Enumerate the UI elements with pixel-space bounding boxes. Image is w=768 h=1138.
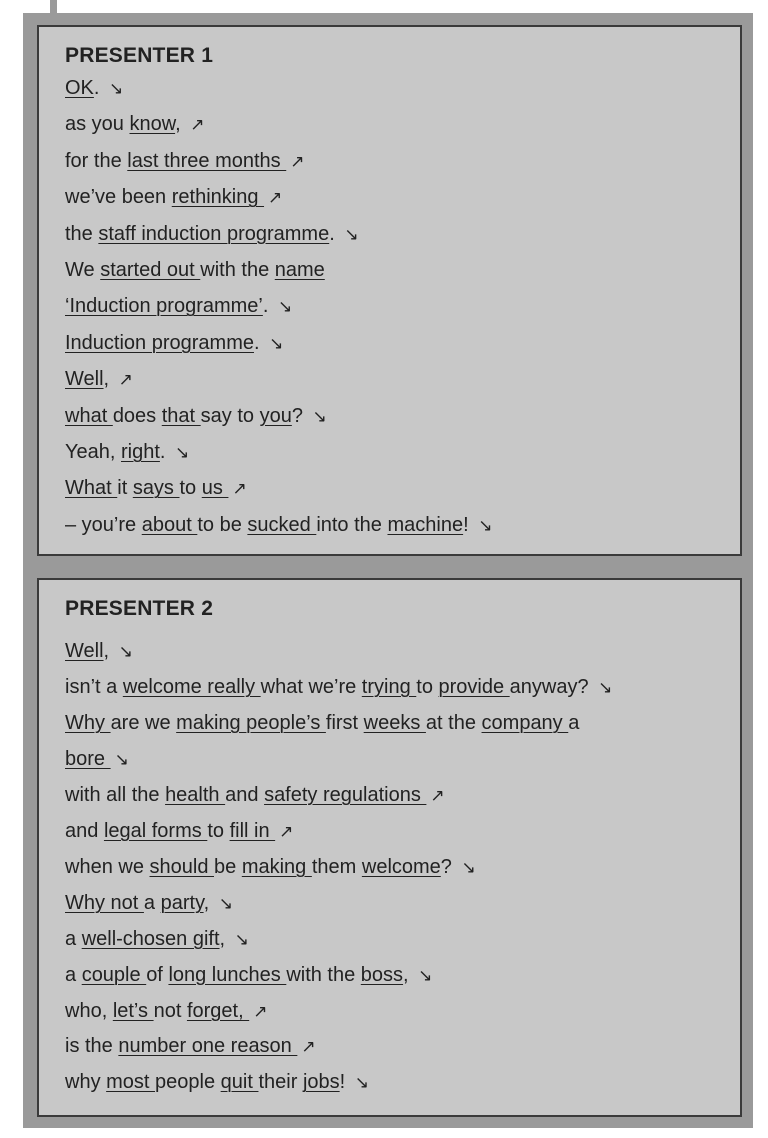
script-line xyxy=(65,998,267,1025)
stressed-word: What xyxy=(65,477,118,500)
stressed-word: sucked xyxy=(247,513,317,536)
stressed-word: Well xyxy=(65,368,104,391)
falling-intonation-arrow-icon: ↘ xyxy=(344,224,359,244)
unstressed-text: not xyxy=(153,999,187,1022)
stressed-word: about xyxy=(141,513,198,536)
unstressed-text: into the xyxy=(316,513,388,536)
unstressed-text: why xyxy=(65,1071,107,1094)
stressed-word: most xyxy=(106,1071,156,1094)
unstressed-text: isn’t a xyxy=(65,675,123,698)
falling-intonation-arrow-icon: ↘ xyxy=(354,1073,370,1093)
falling-intonation-arrow-icon: ↘ xyxy=(218,893,233,913)
rising-intonation-arrow-icon: ↗ xyxy=(268,188,283,208)
script-line xyxy=(65,962,432,989)
unstressed-text: say to xyxy=(200,404,260,427)
stressed-word: safety regulations xyxy=(264,783,427,806)
unstressed-text: to be xyxy=(197,513,248,536)
stressed-word: jobs xyxy=(302,1071,340,1094)
unstressed-text: , xyxy=(103,640,115,662)
unstressed-text: to xyxy=(179,477,202,500)
rising-intonation-arrow-icon: ↗ xyxy=(301,1037,316,1057)
stressed-word: making xyxy=(241,855,312,878)
stressed-word: last three months xyxy=(127,149,287,172)
script-line xyxy=(65,148,304,175)
unstressed-text: anyway? xyxy=(509,675,595,698)
falling-intonation-arrow-icon: ↘ xyxy=(461,857,476,877)
unstressed-text: what we’re xyxy=(260,675,362,698)
unstressed-text: , xyxy=(175,113,187,136)
stressed-word: provide xyxy=(438,675,510,698)
stressed-word: should xyxy=(149,855,214,878)
rising-intonation-arrow-icon: ↗ xyxy=(253,1001,268,1021)
script-line xyxy=(65,257,325,283)
script-line xyxy=(65,512,492,539)
script-line xyxy=(65,674,612,701)
unstressed-text: it xyxy=(117,477,133,500)
falling-intonation-arrow-icon: ↘ xyxy=(418,965,433,985)
stressed-word: rethinking xyxy=(171,186,265,209)
stressed-word: you xyxy=(259,404,292,427)
falling-intonation-arrow-icon: ↘ xyxy=(234,929,249,949)
unstressed-text: as you xyxy=(65,113,130,136)
rising-intonation-arrow-icon: ↗ xyxy=(190,115,205,135)
stressed-word: Well xyxy=(65,640,104,662)
presenter-2-title: PRESENTER 2 xyxy=(65,597,214,620)
falling-intonation-arrow-icon: ↘ xyxy=(312,406,327,426)
presenter-2-panel xyxy=(37,578,742,1117)
presenter-1-title: PRESENTER 1 xyxy=(65,44,214,67)
unstressed-text: and xyxy=(225,783,265,806)
unstressed-text: ? xyxy=(291,404,309,427)
script-line xyxy=(65,111,204,138)
unstressed-text: . xyxy=(159,441,172,463)
rising-intonation-arrow-icon: ↗ xyxy=(232,479,247,499)
unstressed-text: , xyxy=(219,927,231,950)
unstressed-text: when we xyxy=(65,855,150,878)
stressed-word: number one reason xyxy=(118,1035,298,1058)
unstressed-text: ! xyxy=(463,513,475,536)
stressed-word: forget, xyxy=(186,999,250,1022)
falling-intonation-arrow-icon: ↘ xyxy=(478,515,493,535)
unstressed-text: a xyxy=(65,927,82,950)
top-tab-mark xyxy=(50,0,57,13)
script-line xyxy=(65,366,133,393)
script-line xyxy=(65,890,233,917)
unstressed-text: to xyxy=(416,675,439,698)
stressed-word: company xyxy=(481,711,569,734)
unstressed-text: , xyxy=(103,368,115,391)
unstressed-text: with the xyxy=(286,963,361,986)
stressed-word: well-chosen gift xyxy=(81,927,220,950)
script-line xyxy=(65,330,283,357)
unstressed-text: with all the xyxy=(65,783,166,806)
falling-intonation-arrow-icon: ↘ xyxy=(118,642,133,661)
unstressed-text: with the xyxy=(200,259,275,281)
stressed-word: started out xyxy=(100,259,201,281)
falling-intonation-arrow-icon: ↘ xyxy=(598,677,613,697)
stressed-word: trying xyxy=(361,675,417,698)
stressed-word: let’s xyxy=(112,999,154,1022)
unstressed-text: the xyxy=(65,222,99,245)
stressed-word: legal forms xyxy=(103,819,208,842)
unstressed-text: We xyxy=(65,259,101,281)
falling-intonation-arrow-icon: ↘ xyxy=(175,443,190,462)
stressed-word: know xyxy=(129,113,176,136)
script-line xyxy=(65,926,249,953)
unstressed-text: for the xyxy=(65,149,128,172)
unstressed-text: a xyxy=(65,963,82,986)
stressed-word: welcome really xyxy=(122,675,261,698)
stressed-word: quit xyxy=(220,1071,259,1094)
unstressed-text: people xyxy=(155,1071,221,1094)
unstressed-text: who, xyxy=(65,999,113,1022)
presenter-1-panel xyxy=(37,25,742,556)
falling-intonation-arrow-icon: ↘ xyxy=(269,333,284,353)
unstressed-text: a xyxy=(568,711,580,734)
unstressed-text: to xyxy=(207,819,230,842)
script-line xyxy=(65,439,189,466)
stressed-word: machine xyxy=(387,513,464,536)
falling-intonation-arrow-icon: ↘ xyxy=(109,79,124,98)
stressed-word: weeks xyxy=(363,711,426,734)
stressed-word: fill in xyxy=(229,819,276,842)
stressed-word: making people’s xyxy=(176,711,326,734)
stressed-word: that xyxy=(161,404,201,427)
unstressed-text: – you’re xyxy=(65,513,142,536)
unstressed-text: Yeah, xyxy=(65,441,121,463)
unstressed-text: . xyxy=(253,331,266,354)
unstressed-text: be xyxy=(214,855,242,878)
rising-intonation-arrow-icon: ↗ xyxy=(290,151,305,171)
stressed-word: Why not xyxy=(65,891,144,914)
script-line xyxy=(65,475,247,502)
unstressed-text: ? xyxy=(440,855,458,878)
rising-intonation-arrow-icon: ↗ xyxy=(430,785,445,805)
script-line xyxy=(65,710,579,736)
unstressed-text: them xyxy=(311,855,362,878)
stressed-word: Why xyxy=(65,711,111,734)
stressed-word: Induction programme xyxy=(65,331,254,354)
unstressed-text: we’ve been xyxy=(65,186,172,209)
unstressed-text: does xyxy=(112,404,162,427)
script-line xyxy=(65,782,445,809)
stressed-word: says xyxy=(132,477,180,500)
rising-intonation-arrow-icon: ↗ xyxy=(279,821,294,841)
script-line xyxy=(65,638,133,665)
script-line xyxy=(65,293,292,320)
stressed-word: boss xyxy=(360,963,404,986)
script-line xyxy=(65,403,327,430)
stressed-word: welcome xyxy=(361,855,441,878)
script-line xyxy=(65,1069,369,1096)
script-line xyxy=(65,854,476,881)
rising-intonation-arrow-icon: ↗ xyxy=(118,370,133,390)
unstressed-text: their xyxy=(258,1071,303,1094)
script-line xyxy=(65,221,359,248)
stressed-word: OK xyxy=(65,77,94,99)
unstressed-text: . xyxy=(262,295,274,318)
falling-intonation-arrow-icon: ↘ xyxy=(114,749,129,769)
stressed-word: party xyxy=(160,891,204,914)
stressed-word: health xyxy=(165,783,226,806)
stressed-word: us xyxy=(201,477,229,500)
script-line xyxy=(65,75,123,102)
stressed-word: what xyxy=(65,404,113,427)
script-line xyxy=(65,1033,316,1060)
stressed-word: ‘Induction programme’ xyxy=(65,295,263,318)
stressed-word: couple xyxy=(81,963,147,986)
unstressed-text: . xyxy=(93,77,106,99)
unstressed-text: a xyxy=(143,891,161,914)
unstressed-text: , xyxy=(203,891,215,914)
stressed-word: staff induction programme xyxy=(98,222,330,245)
unstressed-text: are we xyxy=(110,711,177,734)
stressed-word: name xyxy=(274,259,325,281)
stressed-word: right xyxy=(121,441,160,463)
unstressed-text: , xyxy=(403,963,415,986)
unstressed-text: at the xyxy=(425,711,482,734)
stressed-word: long lunches xyxy=(168,963,287,986)
unstressed-text: . xyxy=(329,222,341,245)
unstressed-text: first xyxy=(325,711,364,734)
falling-intonation-arrow-icon: ↘ xyxy=(278,297,293,317)
stressed-word: bore xyxy=(65,747,111,770)
script-line xyxy=(65,818,293,845)
unstressed-text: and xyxy=(65,819,104,842)
script-line xyxy=(65,746,129,773)
unstressed-text: ! xyxy=(339,1071,351,1094)
script-line xyxy=(65,184,282,211)
unstressed-text: is the xyxy=(65,1035,119,1058)
unstressed-text: of xyxy=(146,963,169,986)
